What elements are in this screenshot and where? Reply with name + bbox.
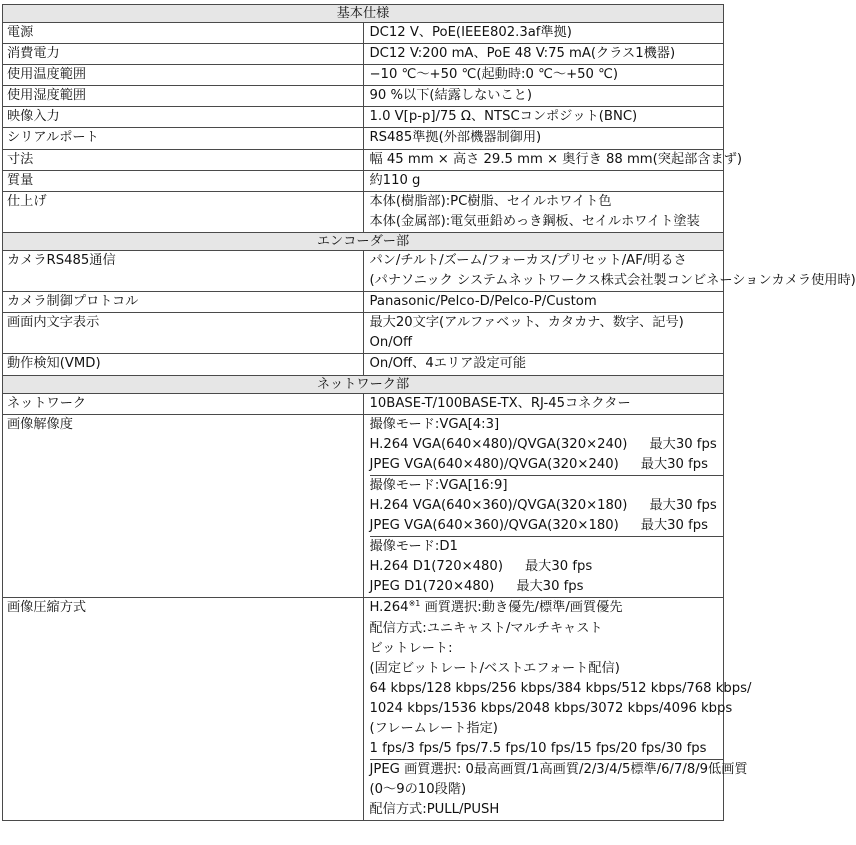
spec-value: RS485準拠(外部機器制御用) [363, 128, 724, 149]
spec-label: 消費電力 [3, 44, 364, 65]
spec-row-compression [3, 598, 724, 821]
spec-label: 画面内文字表示 [3, 313, 364, 354]
spec-label: 仕上げ [3, 191, 364, 232]
spec-row-rs485 [3, 250, 724, 291]
compression-group-h264: H.264$^{※1}$ 画質選択:動き優先/標準/画質優先 配信方式:ユニキャスト/マルチキャスト ビットレート: (固定ビットレート/ベストエフォート配信) 64 kbps/128 kbps/256 kbps/384 kbps/512 kbps/768 kbps/ 1024 kbps/1536 kbps/2048 kbps/3072 kbps/4096 kbps (フレームレート指定) 1 fps/3 fps/5 fps/7.5 fps/10 fps/15 fps/20 fps/30 fps [369, 599, 752, 757]
spec-value: 10BASE-T/100BASE-TX、RJ-45コネクター [363, 393, 724, 414]
spec-table [2, 4, 856, 821]
spec-label: ネットワーク [3, 393, 364, 414]
spec-value: 本体(樹脂部):PC樹脂、セイルホワイト色 本体(金属部):電気亜鉛めっき鋼板、セイルホワイト塗装 [363, 191, 724, 232]
section-header-basic [3, 5, 724, 23]
spec-value: −10 ℃〜+50 ℃(起動時:0 ℃〜+50 ℃) [363, 65, 724, 86]
compression-group-jpeg: JPEG 画質選択: 0最高画質/1高画質/2/3/4/5標準/6/7/8/9低画質 (0〜9の10段階) 配信方式:PULL/PUSH [370, 759, 725, 820]
spec-value: DC12 V、PoE(IEEE802.3af準拠) [363, 23, 724, 44]
section-header-encoder [3, 232, 724, 250]
spec-label: シリアルポート [3, 128, 364, 149]
resolution-group-vga-16-9 [370, 475, 725, 536]
spec-row-resolution [3, 414, 724, 598]
spec-value [363, 598, 752, 821]
spec-label: 画像圧縮方式 [3, 598, 364, 821]
mode-label: 撮像モード:VGA[4:3] [369, 416, 500, 432]
spec-label: 使用温度範囲 [3, 65, 364, 86]
spec-label: 映像入力 [3, 107, 364, 128]
spec-row-consumption [3, 44, 724, 65]
spec-row-osd [3, 313, 724, 354]
section-title: 基本仕様 [3, 5, 724, 23]
spec-row-dimensions [3, 149, 724, 170]
spec-row-serial-port [3, 128, 724, 149]
spec-label: カメラRS485通信 [3, 250, 364, 291]
spec-row-video-input [3, 107, 724, 128]
spec-value: 90 %以下(結露しないこと) [363, 86, 724, 107]
spec-row-power [3, 23, 724, 44]
resolution-group-vga-4-3 [370, 415, 719, 475]
mode-label: 撮像モード:VGA[16:9] [369, 477, 508, 493]
spec-row-humidity [3, 86, 724, 107]
section-header-network [3, 375, 724, 393]
resolution-item: JPEG D1(720×480) 最大30 fps [369, 579, 584, 595]
resolution-item: JPEG VGA(640×480)/QVGA(320×240) 最大30 fps [369, 456, 709, 472]
spec-label: 使用湿度範囲 [3, 86, 364, 107]
spec-value: 幅 45 mm × 高さ 29.5 mm × 奥行き 88 mm(突起部含まず) [363, 149, 724, 170]
spec-row-finish [3, 191, 724, 232]
spec-value: On/Off、4エリア設定可能 [363, 354, 724, 375]
spec-value: DC12 V:200 mA、PoE 48 V:75 mA(クラス1機器) [363, 44, 724, 65]
spec-row-protocol [3, 292, 724, 313]
footnote-mark: ※1 [408, 599, 421, 609]
h264-quality-line: H.264$^{※1}$ 画質選択:動き優先/標準/画質優先 [369, 599, 623, 616]
spec-label: カメラ制御プロトコル [3, 292, 364, 313]
mode-label: 撮像モード:D1 [369, 539, 458, 555]
section-title: ネットワーク部 [3, 375, 724, 393]
spec-label: 寸法 [3, 149, 364, 170]
spec-label: 電源 [3, 23, 364, 44]
resolution-group-d1 [370, 536, 725, 597]
spec-row-mass [3, 170, 724, 191]
spec-label: 質量 [3, 170, 364, 191]
spec-row-vmd [3, 354, 724, 375]
spec-label: 画像解像度 [3, 414, 364, 598]
spec-value: Panasonic/Pelco-D/Pelco-P/Custom [363, 292, 724, 313]
spec-row-network [3, 393, 724, 414]
spec-value: パン/チルト/ズーム/フォーカス/プリセット/AF/明るさ (パナソニック システムネットワークス株式会社製コンビネーションカメラ使用時) [363, 250, 724, 291]
resolution-item: H.264 VGA(640×360)/QVGA(320×180) 最大30 fps [369, 497, 717, 513]
spec-value [363, 414, 724, 598]
resolution-item: JPEG VGA(640×360)/QVGA(320×180) 最大30 fps [369, 518, 709, 534]
spec-value: 最大20文字(アルファベット、カタカナ、数字、記号) On/Off [363, 313, 724, 354]
resolution-item: H.264 D1(720×480) 最大30 fps [369, 559, 593, 575]
spec-value: 1.0 V[p-p]/75 Ω、NTSCコンポジット(BNC) [363, 107, 724, 128]
spec-value: 約110 g [363, 170, 724, 191]
resolution-item: H.264 VGA(640×480)/QVGA(320×240) 最大30 fps [369, 436, 717, 452]
section-title: エンコーダー部 [3, 232, 724, 250]
spec-label: 動作検知(VMD) [3, 354, 364, 375]
spec-row-temperature [3, 65, 724, 86]
